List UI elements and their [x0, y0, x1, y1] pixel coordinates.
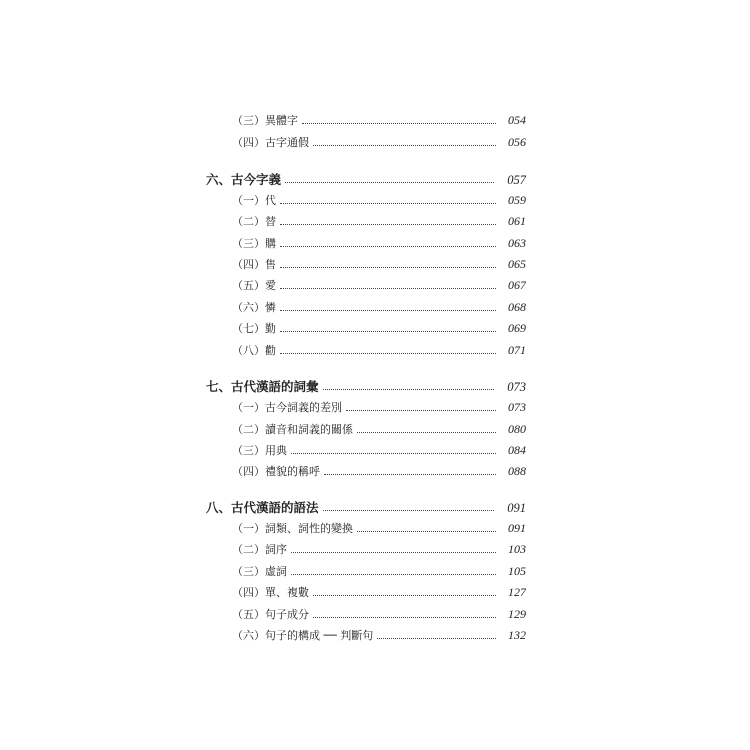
toc-page-number: 073 [508, 400, 526, 414]
toc-section-row [232, 320, 526, 336]
toc-page-number: 080 [508, 422, 526, 436]
dot-leader [323, 509, 494, 511]
toc-entry-title: （八）勸 [232, 344, 276, 357]
toc-page-number: 059 [508, 193, 526, 207]
toc-page-number: 057 [507, 173, 526, 187]
toc-entry-title: （三）虛詞 [232, 565, 287, 578]
toc-entry-title: （七）勤 [232, 322, 276, 335]
toc-page-number: 069 [508, 321, 526, 335]
toc-section-row [232, 541, 526, 557]
toc-section-row [232, 421, 526, 437]
toc-section-row [232, 342, 526, 358]
dot-leader [280, 309, 496, 311]
dot-leader [313, 616, 496, 618]
toc-section-row [232, 256, 526, 272]
toc-section-row [232, 277, 526, 293]
dot-leader [357, 530, 496, 532]
dot-leader [313, 144, 496, 146]
dot-leader [280, 266, 496, 268]
dot-leader [346, 409, 496, 411]
toc-entry-title: （二）讀音和詞義的關係 [232, 423, 353, 436]
dot-leader [285, 181, 494, 183]
toc-entry-title: （六）憐 [232, 301, 276, 314]
toc-page-number: 063 [508, 236, 526, 250]
toc-page-number: 067 [508, 278, 526, 292]
toc-page-number: 088 [508, 464, 526, 478]
toc-section-row [232, 563, 526, 579]
toc-entry-title: （四）售 [232, 258, 276, 271]
toc-page-number: 068 [508, 300, 526, 314]
dot-leader [280, 245, 496, 247]
toc-entry-title: （四）禮貌的稱呼 [232, 465, 320, 478]
toc-entry-title: （二）詞序 [232, 543, 287, 556]
toc-entry-title: （三）購 [232, 237, 276, 250]
dot-leader [291, 452, 496, 454]
toc-entry-title: （一）代 [232, 194, 276, 207]
dot-leader [377, 637, 496, 639]
toc-entry-title: （六）句子的構成 ── 判斷句 [232, 629, 374, 642]
toc-entry-title: （一）古今詞義的差別 [232, 401, 342, 414]
toc-entry-title: （三）異體字 [232, 114, 298, 127]
toc-section-row [232, 134, 526, 150]
dot-leader [280, 287, 496, 289]
toc-section-row [232, 213, 526, 229]
dot-leader [291, 573, 496, 575]
toc-chapter-row [206, 498, 526, 516]
dot-leader [323, 388, 494, 390]
dot-leader [313, 594, 496, 596]
toc-page-number: 065 [508, 257, 526, 271]
toc-entry-title: （二）替 [232, 215, 276, 228]
toc-page-number: 132 [508, 628, 526, 642]
toc-page-number: 091 [507, 501, 526, 515]
toc-page-number: 105 [508, 564, 526, 578]
toc-section-row [232, 399, 526, 415]
toc-page-number: 061 [508, 214, 526, 228]
toc-entry-title: 八、古代漢語的語法 [206, 500, 319, 515]
toc-entry-title: （四）古字通假 [232, 136, 309, 149]
dot-leader [280, 330, 496, 332]
toc-entry-title: 六、古今字義 [206, 172, 282, 187]
toc-section-row [232, 192, 526, 208]
toc-page-number: 129 [508, 607, 526, 621]
toc-chapter-row [206, 377, 526, 395]
toc-page-number: 103 [508, 542, 526, 556]
toc-entry-title: （三）用典 [232, 444, 287, 457]
toc-entry-title: （四）單、複數 [232, 586, 309, 599]
toc-section-row [232, 235, 526, 251]
toc-section-row [232, 606, 526, 622]
dot-leader [280, 202, 496, 204]
toc-chapter-row [206, 170, 526, 188]
toc-page-number: 127 [508, 585, 526, 599]
toc-entry-title: （一）詞類、詞性的變換 [232, 522, 353, 535]
toc-section-row [232, 627, 526, 643]
toc-entry-title: 七、古代漢語的詞彙 [206, 379, 319, 394]
toc-entry-title: （五）愛 [232, 279, 276, 292]
toc-page-number: 071 [508, 343, 526, 357]
toc-page-number: 084 [508, 443, 526, 457]
dot-leader [302, 122, 496, 124]
dot-leader [280, 223, 496, 225]
toc-page-number: 054 [508, 113, 526, 127]
toc-page-number: 091 [508, 521, 526, 535]
dot-leader [291, 551, 496, 553]
toc-entry-title: （五）句子成分 [232, 608, 309, 621]
dot-leader [357, 431, 496, 433]
toc-section-row [232, 442, 526, 458]
toc-section-row [232, 299, 526, 315]
toc-section-row [232, 463, 526, 479]
toc-section-row [232, 112, 526, 128]
dot-leader [280, 352, 496, 354]
toc-section-row [232, 520, 526, 536]
dot-leader [324, 473, 496, 475]
toc-section-row [232, 584, 526, 600]
toc-page-number: 073 [507, 380, 526, 394]
toc-page-number: 056 [508, 135, 526, 149]
